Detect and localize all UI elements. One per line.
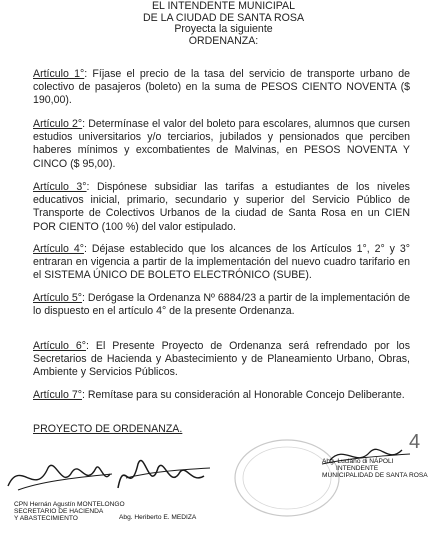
article-7-text: Remítase para su consideración al Honorable Concejo Deliberante. [87,389,405,401]
article-4: Artículo 4°: Déjase establecido que los alcances de los Artículos 1°, 2° y 3° entraran en vigencia a partir de la implementación del nuevo cuadro tarifario en el SISTEMA ÚNICO DE BOLETO ELECTRÓNICO (SUBE). [33,243,410,282]
signature-right-title-2: MUNICIPALIDAD DE SANTA ROSA [322,472,428,480]
article-5-text: Derógase la Ordenanza Nº 6884/23 a partir de la implementación de lo dispuesto en el artículo 4° de la presente Ordenanza. [33,292,410,318]
signature-left-title-1: SECRETARIO DE HACIENDA [14,508,104,516]
article-5: Artículo 5°: Derógase la Ordenanza Nº 6884/23 a partir de la implementación de lo dispuesto en el artículo 4° de la presente Ordenanza. [33,292,410,318]
signature-left-title-2: Y ABASTECIMIENTO [14,515,78,523]
signature-middle-name: Abg. Heriberto E. MEDIZA [119,514,197,521]
article-1: Artículo 1°: Fíjase el precio de la tasa del servicio de transporte urbano de colectivo de pasajeros (boleto) en la suma de PESOS CIENTO NOVENTA ($ 190,00). [33,68,410,107]
article-5-label: Artículo 5° [33,292,83,304]
document-header [0,1,447,47]
article-1-label: Artículo 1° [33,68,85,80]
signature-right-title-1: INTENDENTE [336,465,379,473]
header-line-2: DE LA CIUDAD DE SANTA ROSA [142,11,305,24]
signature-left-block [14,501,125,523]
header-line-3: Proyecta la siguiente [174,23,273,36]
header-line-4: ORDENANZA: [188,34,259,47]
article-2-label: Artículo 2° [33,118,83,130]
article-3-label: Artículo 3° [33,181,87,193]
article-3: Artículo 3°: Dispónese subsidiar las tarifas a estudiantes de los niveles educativos inicial, primario, secundario y superior del Servicio Público de Transporte de Colectivos Urbanos de la ciudad de Santa Rosa en un CIEN POR CIENTO (100 %) del valor estipulado. [33,181,410,233]
article-2-text: Determínase el valor del boleto para escolares, alumnos que cursen estudios universitarios y/o terciarios, jubilados y pensionados que perciben haberes mínimos y excombatientes de Malvinas, en PESOS NOVENTA Y CINCO ($ 95,00). [33,118,411,170]
signature-right-name: Abg. Luciano di NÁPOLI [322,458,394,465]
article-6: Artículo 6°: El Presente Proyecto de Ordenanza será refrendado por los Secretarios de Hacienda y Abastecimiento y de Planeamiento Urbano, Obras, Ambiente y Servicios Públicos. [33,340,410,379]
article-4-text: Déjase establecido que los alcances de los Artículos 1°, 2° y 3° entraran en vigencia a partir de la implementación del nuevo cuadro tarifario en el SISTEMA ÚNICO DE BOLETO ELECTRÓNICO (SUBE). [33,243,410,282]
article-6-label: Artículo 6° [33,340,86,352]
signature-middle-block [119,514,196,521]
page-number: 4 [409,431,421,453]
article-3-text: Dispónese subsidiar las tarifas a estudiantes de los niveles educativos inicial, primario, secundario y superior del Servicio Público de Transporte de Colectivos Urbanos de la ciudad de Santa Rosa en un CIEN POR CIENTO (100 %) del valor estipulado. [33,181,410,233]
article-2: Artículo 2°: Determínase el valor del boleto para escolares, alumnos que cursen estudios universitarios y/o terciarios, jubilados y pensionados que perciben haberes mínimos y excombatientes de Malvinas, en PESOS NOVENTA Y CINCO ($ 95,00). [33,118,411,170]
header-line-1: EL INTENDENTE MUNICIPAL [151,0,296,12]
signature-right-block [322,458,428,480]
signature-middle [118,461,204,488]
proyecto-heading: PROYECTO DE ORDENANZA. [33,423,183,435]
signature-left-name: CPN Hernán Agustín MONTELONGO [14,501,125,508]
article-1-text: Fíjase el precio de la tasa del servicio de transporte urbano de colectivo de pasajeros (boleto) en la suma de PESOS CIENTO NOVENTA ($ 190,00). [33,68,410,107]
article-7-label: Artículo 7° [33,389,82,401]
article-4-label: Artículo 4° [33,243,84,255]
article-7: Artículo 7°: Remítase para su consideración al Honorable Concejo Deliberante. [33,389,405,401]
article-6-text: El Presente Proyecto de Ordenanza será refrendado por los Secretarios de Hacienda y Abastecimiento y de Planeamiento Urbano, Obras, Ambiente y Servicios Públicos. [33,340,410,379]
